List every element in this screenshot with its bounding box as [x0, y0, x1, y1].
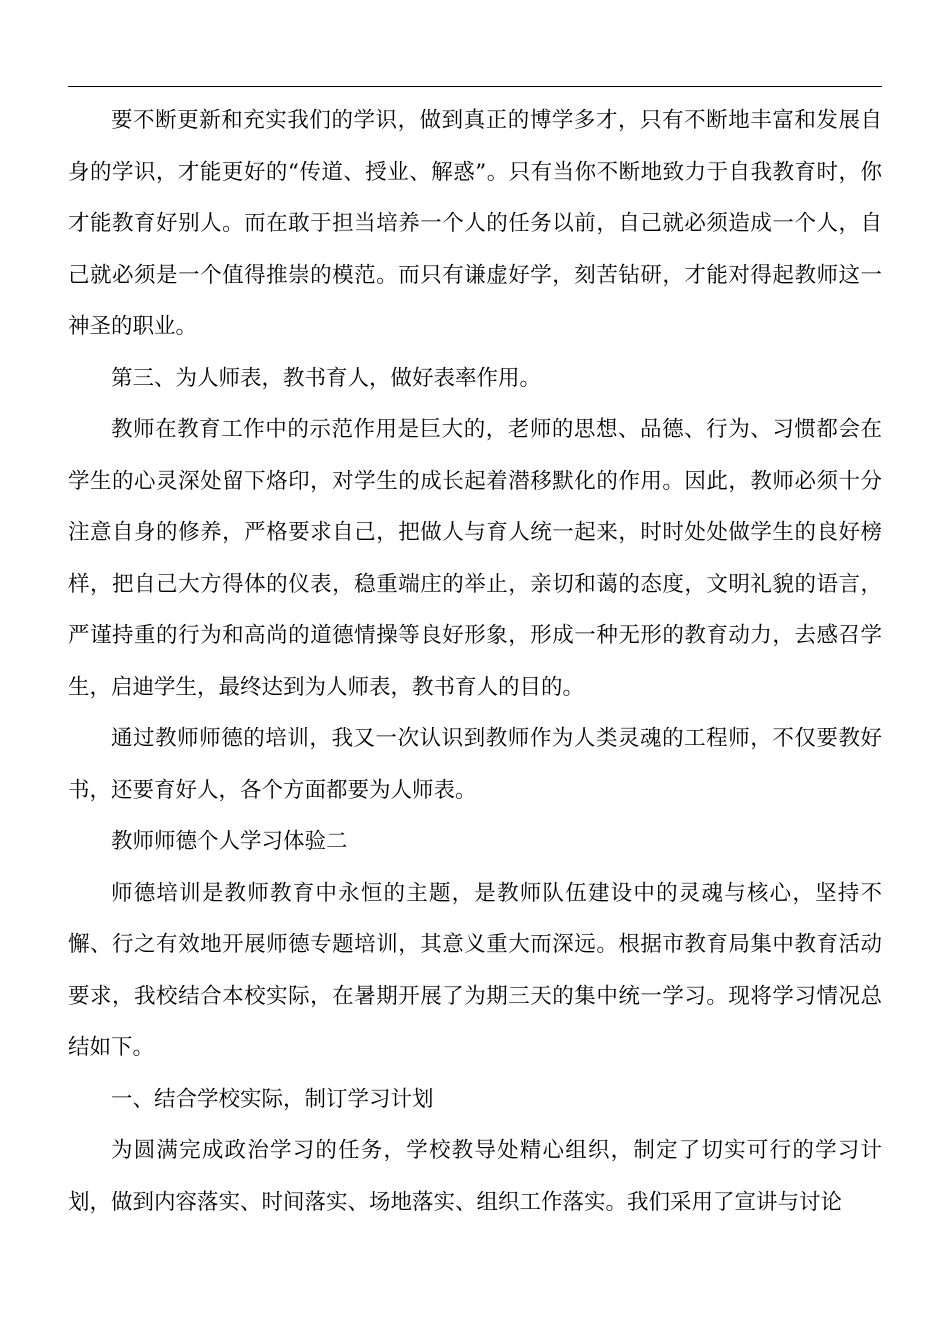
paragraph: 要不断更新和充实我们的学识，做到真正的博学多才，只有不断地丰富和发展自身的学识，才能更好的“传道、授业、解惑”。只有当你不断地致力于自我教育时，你才能教育好别人。而在敢于担当培养一个人的任务以前，自己就必须造成一个人，自己就必须是一个值得推崇的模范。而只有谦虚好学，刻苦钻研，才能对得起教师这一神圣的职业。	[68, 108, 882, 339]
paragraph: 通过教师师德的培训，我又一次认识到教师作为人类灵魂的工程师，不仅要教好书，还要育好人，各个方面都要为人师表。	[68, 726, 882, 803]
paragraph: 为圆满完成政治学习的任务，学校教导处精心组织，制定了切实可行的学习计划，做到内容落实、时间落实、场地落实、组织工作落实。我们采用了宣讲与讨论	[68, 1138, 882, 1215]
document-body	[68, 95, 882, 1228]
section-heading: 一、结合学校实际，制订学习计划	[111, 1086, 434, 1112]
article-title: 教师师德个人学习体验二	[111, 829, 348, 854]
paragraph: 师德培训是教师教育中永恒的主题，是教师队伍建设中的灵魂与核心，坚持不懈、行之有效地开展师德专题培训，其意义重大而深远。根据市教育局集中教育活动要求，我校结合本校实际，在暑期开展了为期三天的集中统一学习。现将学习情况总结如下。	[68, 880, 882, 1060]
paragraph: 教师在教育工作中的示范作用是巨大的，老师的思想、品德、行为、习惯都会在学生的心灵深处留下烙印，对学生的成长起着潜移默化的作用。因此，教师必须十分注意自身的修养，严格要求自己，把做人与育人统一起来，时时处处做学生的良好榜样，把自己大方得体的仪表，稳重端庄的举止，亲切和蔼的态度，文明礼貌的语言，严谨持重的行为和高尚的道德情操等良好形象，形成一种无形的教育动力，去感召学生，启迪学生，最终达到为人师表，教书育人的目的。	[68, 417, 882, 700]
section-heading: 第三、为人师表，教书育人，做好表率作用。	[111, 365, 542, 391]
header-rule	[68, 86, 882, 87]
